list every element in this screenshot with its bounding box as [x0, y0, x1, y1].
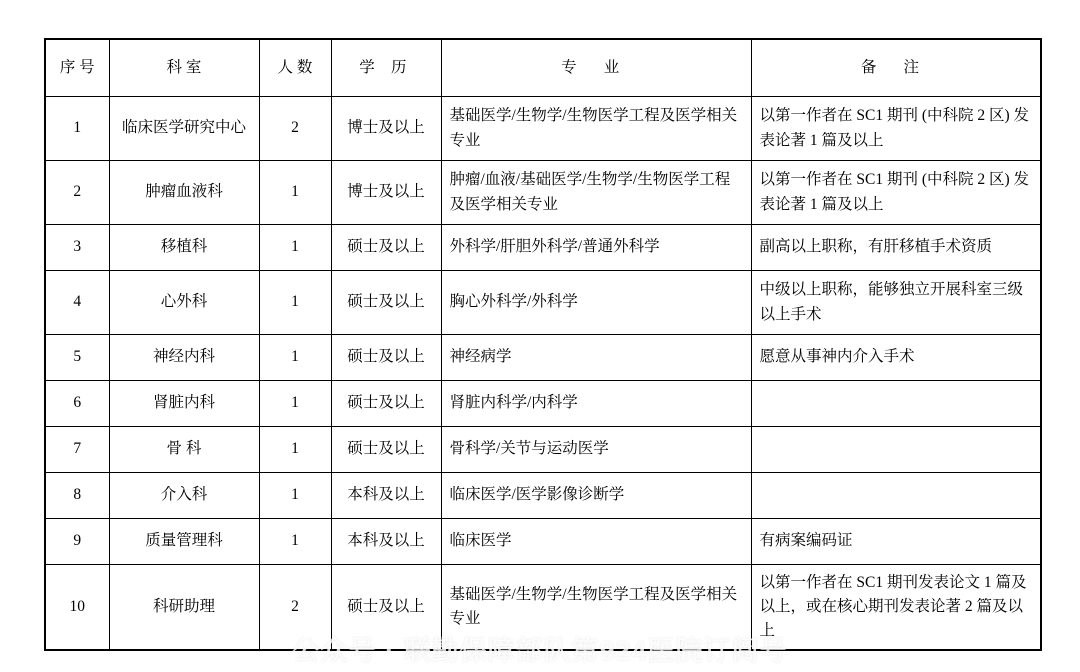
watermark-text: 公众号 · 联勤保障部队第924医院订阅号 [292, 636, 788, 666]
cell-education: 本科及以上 [331, 519, 441, 565]
cell-note [751, 427, 1041, 473]
column-header-note: 备 注 [751, 39, 1041, 97]
cell-education: 本科及以上 [331, 473, 441, 519]
column-header-count: 人 数 [259, 39, 331, 97]
cell-no: 1 [45, 97, 109, 161]
cell-education: 硕士及以上 [331, 565, 441, 651]
cell-count: 1 [259, 519, 331, 565]
cell-count: 1 [259, 225, 331, 271]
cell-note: 以第一作者在 SC1 期刊 (中科院 2 区) 发表论著 1 篇及以上 [751, 161, 1041, 225]
cell-no: 6 [45, 381, 109, 427]
table-row [45, 97, 1041, 161]
cell-major: 神经病学 [441, 335, 751, 381]
cell-count: 1 [259, 161, 331, 225]
column-header-no: 序 号 [45, 39, 109, 97]
cell-no: 2 [45, 161, 109, 225]
cell-education: 硕士及以上 [331, 427, 441, 473]
cell-count: 1 [259, 271, 331, 335]
cell-education: 硕士及以上 [331, 225, 441, 271]
cell-no: 3 [45, 225, 109, 271]
cell-department: 移植科 [109, 225, 259, 271]
cell-department: 介入科 [109, 473, 259, 519]
cell-education: 博士及以上 [331, 97, 441, 161]
cell-education: 硕士及以上 [331, 271, 441, 335]
cell-education: 博士及以上 [331, 161, 441, 225]
cell-note [751, 473, 1041, 519]
table-row [45, 519, 1041, 565]
cell-count: 1 [259, 427, 331, 473]
cell-education: 硕士及以上 [331, 381, 441, 427]
table-header [45, 39, 1041, 97]
cell-note: 以第一作者在 SC1 期刊发表论文 1 篇及以上，或在核心期刊发表论著 2 篇及以上 [751, 565, 1041, 651]
table-row [45, 427, 1041, 473]
cell-department: 质量管理科 [109, 519, 259, 565]
cell-department: 骨 科 [109, 427, 259, 473]
cell-no: 4 [45, 271, 109, 335]
cell-count: 1 [259, 335, 331, 381]
cell-department: 心外科 [109, 271, 259, 335]
cell-major: 基础医学/生物学/生物医学工程及医学相关专业 [441, 565, 751, 651]
table-row [45, 335, 1041, 381]
table-row [45, 225, 1041, 271]
column-header-major: 专 业 [441, 39, 751, 97]
table-row [45, 161, 1041, 225]
table-row [45, 271, 1041, 335]
cell-no: 7 [45, 427, 109, 473]
table-row [45, 565, 1041, 651]
cell-count: 1 [259, 381, 331, 427]
cell-major: 基础医学/生物学/生物医学工程及医学相关专业 [441, 97, 751, 161]
cell-note: 副高以上职称，有肝移植手术资质 [751, 225, 1041, 271]
cell-major: 肿瘤/血液/基础医学/生物学/生物医学工程及医学相关专业 [441, 161, 751, 225]
cell-no: 5 [45, 335, 109, 381]
recruitment-table [44, 38, 1042, 651]
cell-note: 以第一作者在 SC1 期刊 (中科院 2 区) 发表论著 1 篇及以上 [751, 97, 1041, 161]
cell-department: 肾脏内科 [109, 381, 259, 427]
table-body [45, 97, 1041, 651]
cell-department: 临床医学研究中心 [109, 97, 259, 161]
cell-major: 胸心外科学/外科学 [441, 271, 751, 335]
cell-no: 10 [45, 565, 109, 651]
cell-major: 肾脏内科学/内科学 [441, 381, 751, 427]
cell-note: 中级以上职称，能够独立开展科室三级以上手术 [751, 271, 1041, 335]
cell-department: 科研助理 [109, 565, 259, 651]
cell-no: 9 [45, 519, 109, 565]
cell-major: 临床医学/医学影像诊断学 [441, 473, 751, 519]
cell-count: 2 [259, 97, 331, 161]
cell-department: 神经内科 [109, 335, 259, 381]
cell-note: 愿意从事神内介入手术 [751, 335, 1041, 381]
cell-note: 有病案编码证 [751, 519, 1041, 565]
cell-major: 骨科学/关节与运动医学 [441, 427, 751, 473]
cell-note [751, 381, 1041, 427]
column-header-education: 学 历 [331, 39, 441, 97]
table-header-row [45, 39, 1041, 97]
cell-count: 1 [259, 473, 331, 519]
cell-count: 2 [259, 565, 331, 651]
table-row [45, 381, 1041, 427]
cell-education: 硕士及以上 [331, 335, 441, 381]
cell-major: 临床医学 [441, 519, 751, 565]
table-row [45, 473, 1041, 519]
cell-department: 肿瘤血液科 [109, 161, 259, 225]
cell-major: 外科学/肝胆外科学/普通外科学 [441, 225, 751, 271]
cell-no: 8 [45, 473, 109, 519]
column-header-department: 科 室 [109, 39, 259, 97]
